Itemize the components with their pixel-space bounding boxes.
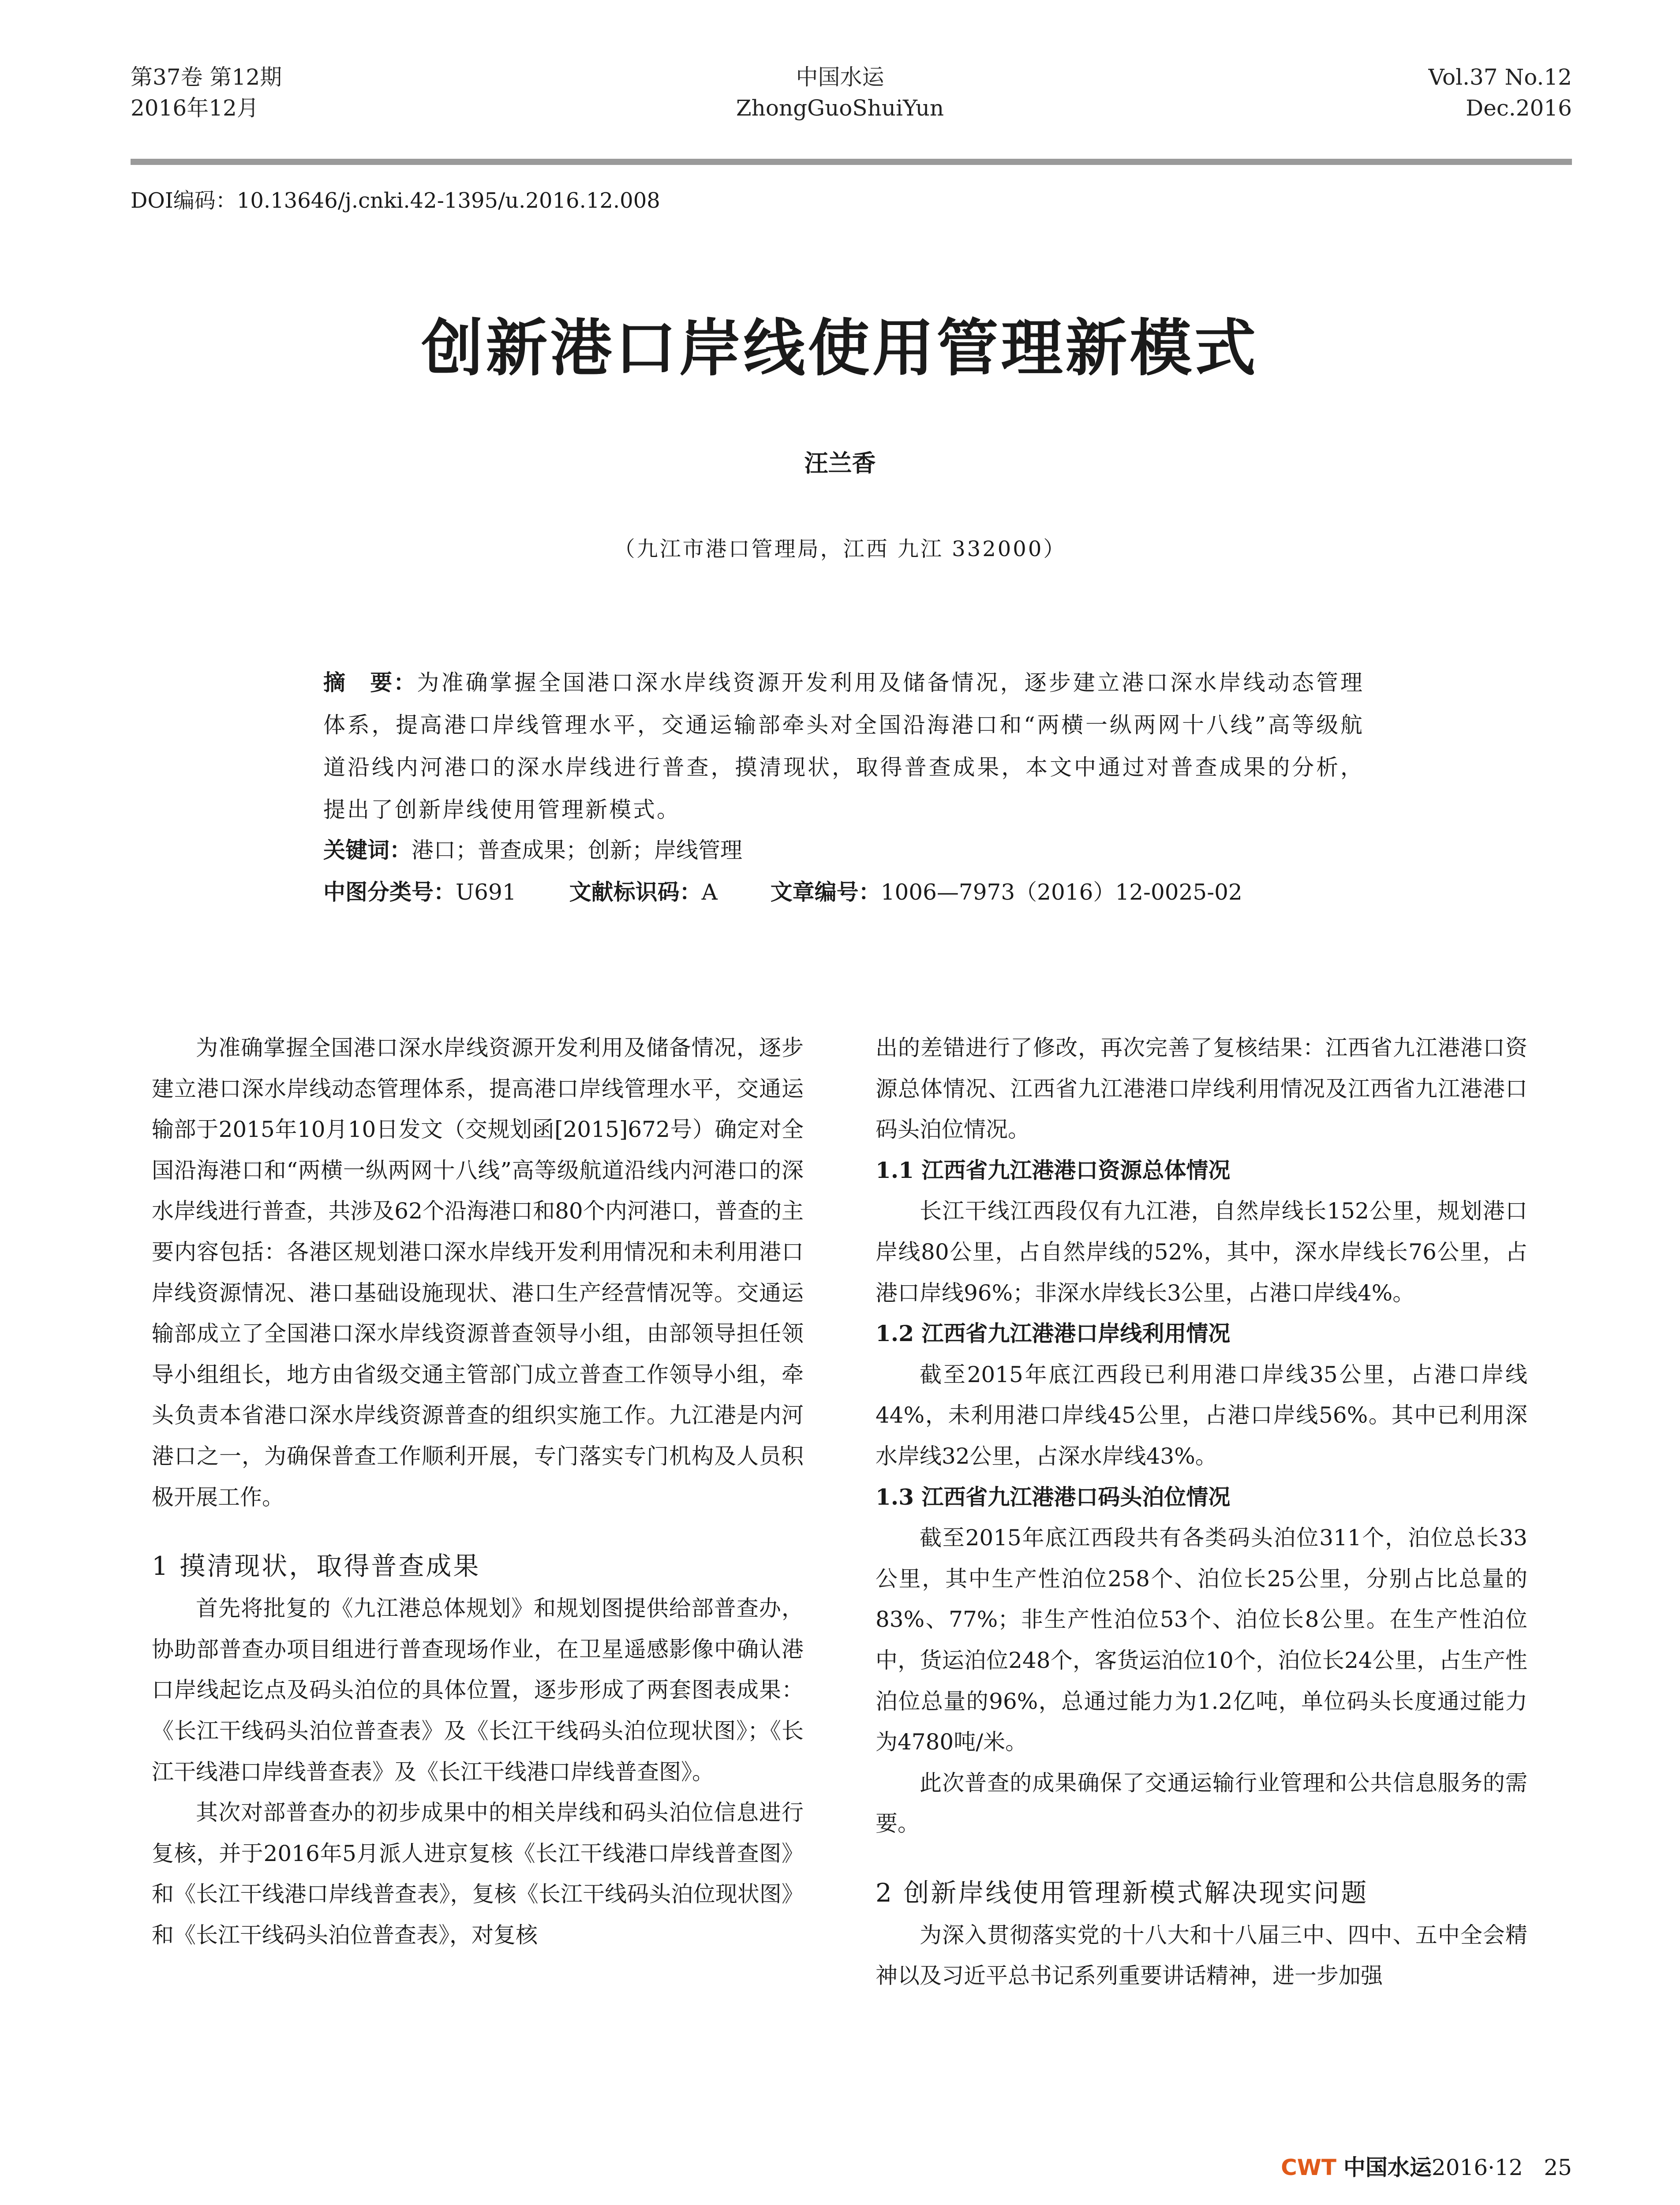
left-column: [152, 1028, 804, 1955]
subsection-heading-1-3: 1.3 江西省九江港港口码头泊位情况: [876, 1484, 1231, 1510]
footer-journal: 中国水运: [1343, 2154, 1432, 2180]
header-volume-en: Vol.37 No.12: [1428, 64, 1572, 90]
subsection-heading-1-1: 1.1 江西省九江港港口资源总体情况: [876, 1157, 1231, 1183]
abstract-text: 为准确掌握全国港口深水岸线资源开发利用及储备情况，逐步建立港口深水岸线动态管理体系，提高港口岸线管理水平，交通运输部牵头对全国沿海港口和“两横一纵两网十八线”高等级航道沿线内河港口的深水岸线进行普查，摸清现状，取得普查成果，本文中通过对普查成果的分析，提出了创新岸线使用管理新模式。: [323, 670, 1365, 822]
classification-line: [323, 871, 1364, 913]
paragraph: 为深入贯彻落实党的十八大和十八届三中、四中、五中全会精神以及习近平总书记系列重要讲话精神，进一步加强: [876, 1922, 1527, 1989]
header-volume-issue: 第37卷 第12期: [131, 64, 282, 90]
clc-label: 中图分类号：: [323, 879, 456, 905]
doi-line: DOI编码：10.13646/j.cnki.42-1395/u.2016.12.008: [131, 188, 660, 213]
section-heading-2: 2 创新岸线使用管理新模式解决现实问题: [876, 1877, 1369, 1908]
paragraph: 长江干线江西段仅有九江港，自然岸线长152公里，规划港口岸线80公里，占自然岸线的52%，其中，深水岸线长76公里，占港口岸线96%；非深水岸线长3公里，占港口岸线4%。: [876, 1198, 1527, 1306]
doc-code-value: A: [701, 879, 718, 905]
article-number-value: 1006—7973（2016）12-0025-02: [880, 879, 1242, 905]
header-rule: [131, 159, 1572, 165]
page-footer: [1281, 2152, 1572, 2183]
paragraph: 此次普查的成果确保了交通运输行业管理和公共信息服务的需要。: [876, 1770, 1527, 1837]
header-journal-cn: 中国水运: [796, 64, 884, 90]
keywords-label: 关键词：: [323, 837, 412, 863]
paragraph: 其次对部普查办的初步成果中的相关岸线和码头泊位信息进行复核，并于2016年5月派人进京复核《长江干线港口岸线普查图》和《长江干线港口岸线普查表》，复核《长江干线码头泊位现状图》和《长江干线码头泊位普查表》，对复核: [152, 1800, 804, 1948]
keywords-text: 港口；普查成果；创新；岸线管理: [412, 837, 742, 863]
footer-brand-logo: CWT: [1281, 2155, 1337, 2180]
article-number-label: 文章编号：: [770, 879, 881, 905]
footer-issue: 2016·12: [1431, 2155, 1523, 2180]
header-right: [1428, 62, 1572, 123]
paragraph: 截至2015年底江西段已利用港口岸线35公里，占港口岸线44%，未利用港口岸线45公里，占港口岸线56%。其中已利用深水岸线32公里，占深水岸线43%。: [876, 1361, 1527, 1469]
header-journal-pinyin: ZhongGuoShuiYun: [736, 95, 944, 121]
header-center: [573, 62, 1107, 123]
article-title: 创新港口岸线使用管理新模式: [421, 312, 1259, 385]
paragraph: 出的差错进行了修改，再次完善了复核结果：江西省九江港港口资源总体情况、江西省九江港港口岸线利用情况及江西省九江港港口码头泊位情况。: [876, 1035, 1527, 1143]
header-left: [131, 62, 282, 123]
header-date-en: Dec.2016: [1466, 95, 1572, 121]
subsection-heading-1-2: 1.2 江西省九江港港口岸线利用情况: [876, 1320, 1231, 1347]
author-affiliation: （九江市港口管理局，江西 九江 332000）: [614, 537, 1066, 561]
keywords: [323, 829, 1364, 871]
right-column: [876, 1028, 1527, 1996]
paragraph: 首先将批复的《九江港总体规划》和规划图提供给部普查办，协助部普查办项目组进行普查现场作业，在卫星遥感影像中确认港口岸线起讫点及码头泊位的具体位置，逐步形成了两套图表成果：《长江干线码头泊位普查表》及《长江干线码头泊位现状图》；《长江干线港口岸线普查表》及《长江干线港口岸线普查图》。: [152, 1596, 804, 1785]
paragraph: 截至2015年底江西段共有各类码头泊位311个，泊位总长33公里，其中生产性泊位258个、泊位长25公里，分别占比总量的83%、77%；非生产性泊位53个、泊位长8公里。在生产性泊位中，货运泊位248个，客货运泊位10个，泊位长24公里，占生产性泊位总量的96%，总通过能力为1.2亿吨，单位码头长度通过能力为4780吨/米。: [876, 1525, 1527, 1755]
article-author: 汪兰香: [804, 449, 876, 477]
section-heading-1: 1 摸清现状，取得普查成果: [152, 1551, 481, 1581]
paragraph: 为准确掌握全国港口深水岸线资源开发利用及储备情况，逐步建立港口深水岸线动态管理体系，提高港口岸线管理水平，交通运输部于2015年10月10日发文（交规划函[2015]672号）确定对全国沿海港口和“两横一纵两网十八线”高等级航道沿线内河港口的深水岸线进行普查，共涉及62个沿海港口和80个内河港口，普查的主要内容包括：各港区规划港口深水岸线开发利用情况和未利用港口岸线资源情况、港口基础设施现状、港口生产经营情况等。交通运输部成立了全国港口深水岸线资源普查领导小组，由部领导担任领导小组组长，地方由省级交通主管部门成立普查工作领导小组，牵头负责本省港口深水岸线资源普查的组织实施工作。九江港是内河港口之一，为确保普查工作顺利开展，专门落实专门机构及人员积极开展工作。: [152, 1035, 804, 1510]
abstract: [323, 662, 1364, 831]
clc-value: U691: [456, 879, 516, 905]
page-number: 25: [1544, 2155, 1572, 2180]
header-date-cn: 2016年12月: [131, 95, 259, 121]
doc-code-label: 文献标识码：: [569, 879, 702, 905]
abstract-label: 摘 要：: [323, 669, 417, 695]
